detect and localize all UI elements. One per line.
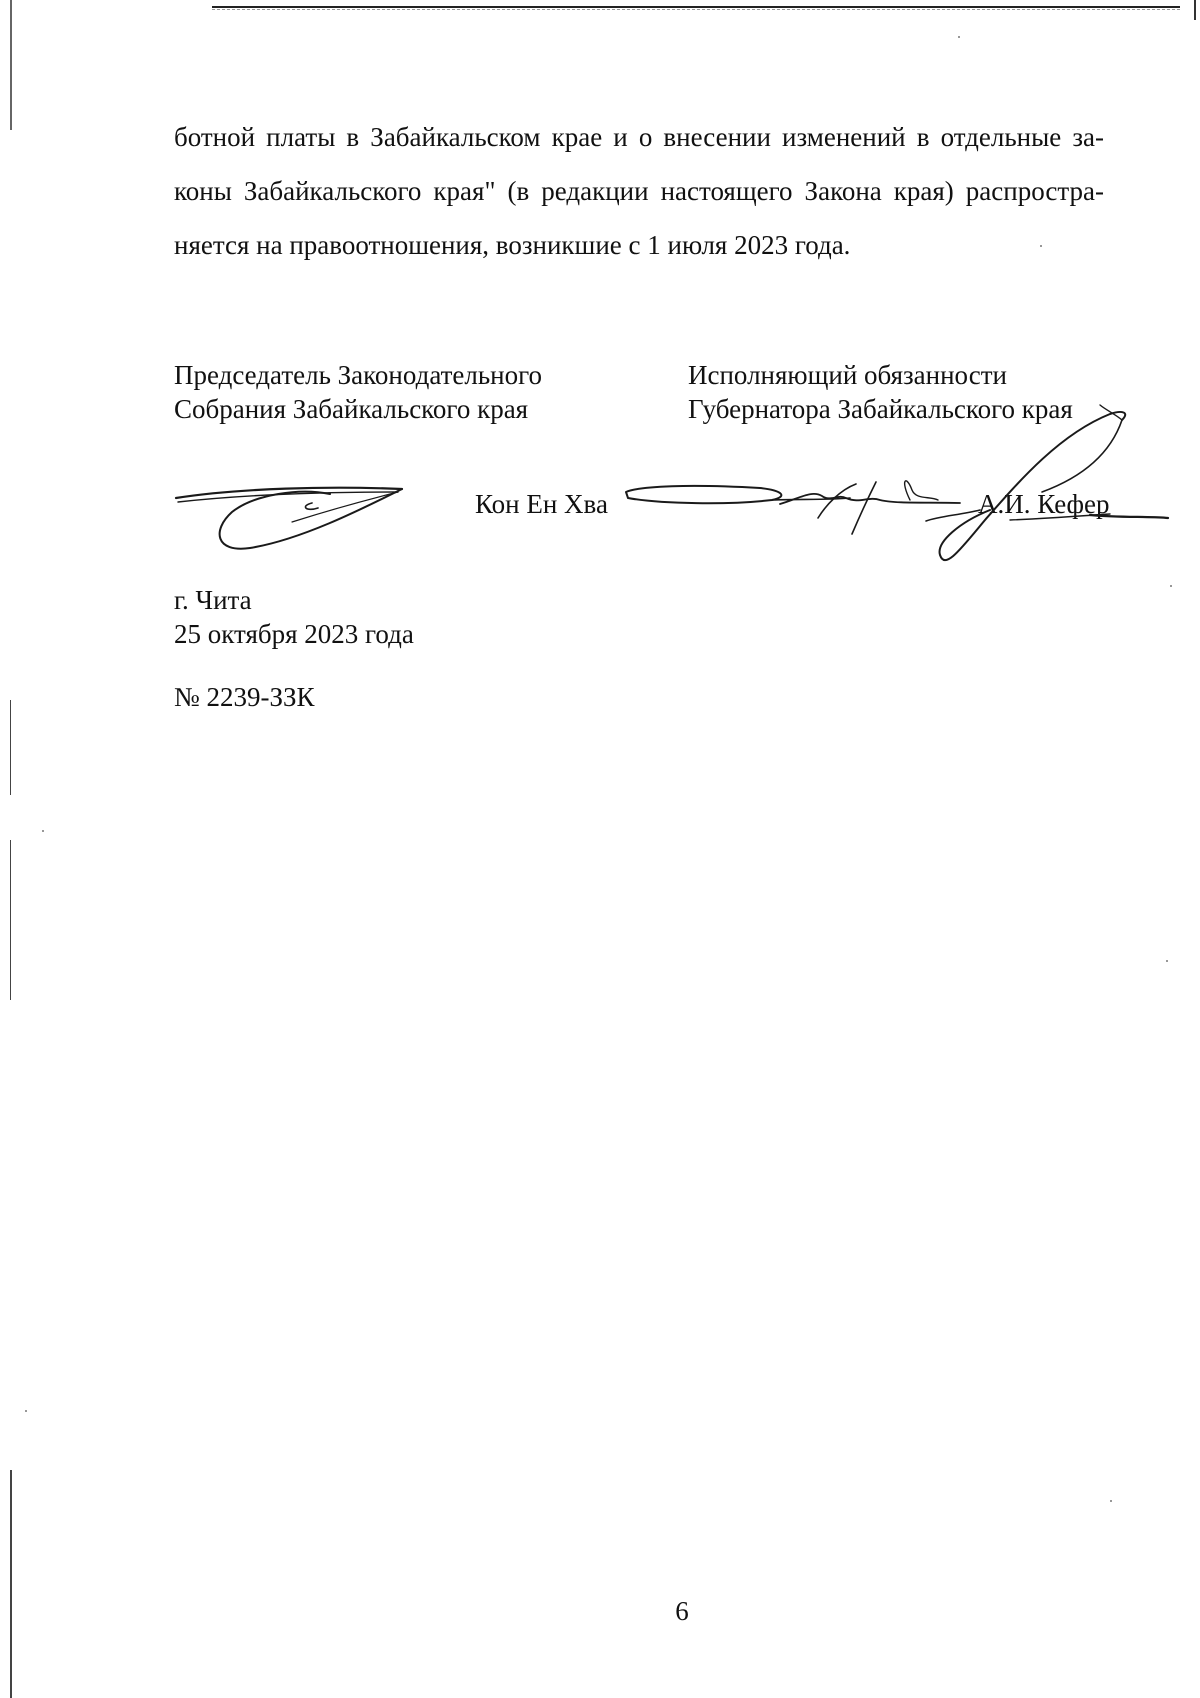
scan-left-margin-line	[10, 700, 11, 795]
chairman-title-line: Председатель Законодательного	[174, 360, 543, 390]
scan-speck	[25, 1410, 27, 1412]
governor-signature	[626, 405, 1168, 560]
scan-speck	[1166, 960, 1168, 962]
chairman-signature	[176, 488, 402, 549]
scan-top-rule	[212, 6, 1180, 8]
scan-speck	[958, 36, 960, 38]
paragraph-line: няется на правоотношения, возникшие с 1 июля 2023 года.	[174, 230, 851, 260]
scan-left-margin-line	[10, 0, 12, 130]
scan-speck	[1170, 585, 1172, 587]
chairman-title-line: Собрания Забайкальского края	[174, 394, 529, 424]
chairman-title	[174, 358, 542, 426]
place-and-date	[174, 583, 414, 651]
governor-name: А.И. Кефер	[978, 489, 1110, 519]
page-number: 6	[675, 1596, 689, 1626]
governor-title-line: Губернатора Забайкальского края	[688, 394, 1073, 424]
scan-right-edge-line	[1194, 0, 1196, 20]
paragraph-line: коны Забайкальского края" (в редакции настоящего Закона края) распростра-	[174, 176, 1104, 206]
governor-title-line: Исполняющий обязанности	[688, 360, 1007, 390]
scan-speck	[42, 830, 44, 832]
law-number: № 2239-ЗЗК	[174, 682, 315, 712]
place-city: г. Чита	[174, 585, 252, 615]
signing-date: 25 октября 2023 года	[174, 619, 414, 649]
scan-top-rule-faint	[212, 9, 1180, 10]
body-paragraph	[174, 110, 1104, 272]
paragraph-line: ботной платы в Забайкальском крае и о внесении изменений в отдельные за-	[174, 122, 1104, 152]
scan-left-margin-line	[10, 840, 11, 1000]
scan-left-margin-line	[10, 1470, 12, 1698]
governor-title	[688, 358, 1073, 426]
scan-speck	[1110, 1500, 1112, 1502]
chairman-name: Кон Ен Хва	[475, 489, 608, 519]
